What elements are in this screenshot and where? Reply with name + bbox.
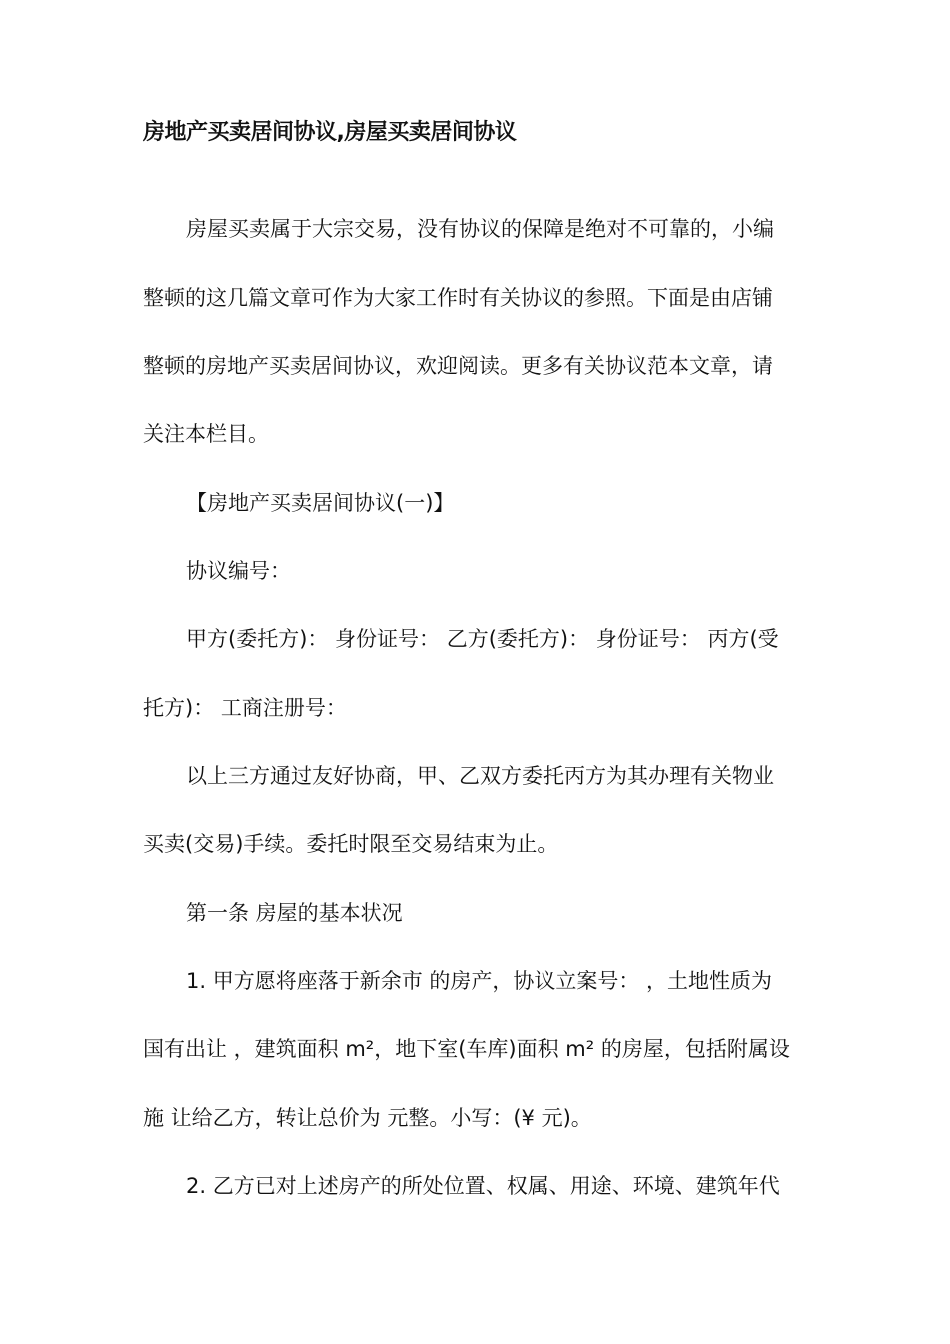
paragraph-line: 整顿的这几篇文章可作为大家工作时有关协议的参照。下面是由店铺 xyxy=(143,286,773,310)
parties-line: 甲方(委托方)： 身份证号： 乙方(委托方)： 身份证号： 丙方(受 xyxy=(186,627,779,651)
paragraph-line: 以上三方通过友好协商，甲、乙双方委托丙方为其办理有关物业 xyxy=(186,764,774,788)
agreement-number-line: 协议编号： xyxy=(186,559,291,583)
section-heading: 【房地产买卖居间协议(一)】 xyxy=(186,491,455,515)
paragraph-line: 关注本栏目。 xyxy=(143,422,269,446)
paragraph-line: 买卖(交易)手续。委托时限至交易结束为止。 xyxy=(143,832,559,856)
clause-line: 国有出让 ，建筑面积 m²，地下室(车库)面积 m² 的房屋，包括附属设 xyxy=(143,1037,790,1061)
document-title: 房地产买卖居间协议,房屋买卖居间协议 xyxy=(143,120,517,145)
clause-line: 1. 甲方愿将座落于新余市 的房产，协议立案号： ，土地性质为 xyxy=(186,969,773,993)
article-heading: 第一条 房屋的基本状况 xyxy=(186,901,403,925)
parties-line: 托方)： 工商注册号： xyxy=(143,696,347,720)
clause-line: 施 让给乙方，转让总价为 元整。小写：(¥ 元)。 xyxy=(143,1106,592,1130)
paragraph-line: 房屋买卖属于大宗交易，没有协议的保障是绝对不可靠的，小编 xyxy=(186,217,774,241)
clause-line: 2. 乙方已对上述房产的所处位置、权属、用途、环境、建筑年代 xyxy=(186,1174,780,1198)
paragraph-line: 整顿的房地产买卖居间协议，欢迎阅读。更多有关协议范本文章，请 xyxy=(143,354,773,378)
